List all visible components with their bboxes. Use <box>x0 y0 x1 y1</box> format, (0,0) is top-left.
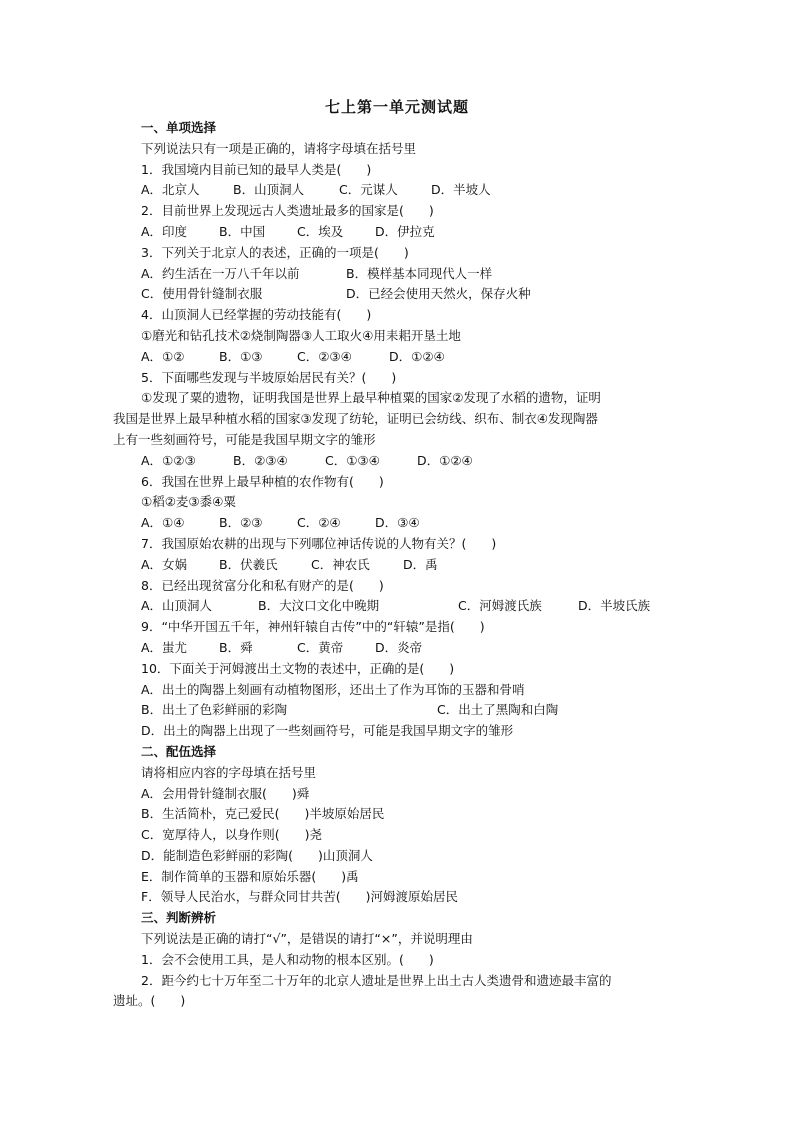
question-8-options <box>113 596 683 617</box>
question-1: 1．我国境内目前已知的最早人类是( ) <box>141 161 372 177</box>
option-b: B．山顶洞人 <box>233 182 305 198</box>
option-b: B．舜 <box>219 639 253 655</box>
question-4: 4．山顶洞人已经掌握的劳动技能有( ) <box>141 307 372 323</box>
option-a: A．①② <box>141 348 185 364</box>
question-7-options <box>113 555 683 576</box>
section-intro: 下列说法是正确的请打“√”，是错误的请打“×”，并说明理由 <box>141 931 473 947</box>
option-c: C．②③④ <box>297 348 352 364</box>
matching-row: A．会用骨针缝制衣服( )舜 <box>141 785 310 801</box>
question-9-options <box>113 638 683 659</box>
option-a: A．蚩尤 <box>141 639 188 655</box>
question-5-text-2: 我国是世界上最早种植水稻的国家③发现了纺轮，证明已会纺线、织布、制衣④发现陶器 <box>113 411 598 427</box>
option-c: C．使用骨针缝制衣服 <box>141 286 263 302</box>
question-3: 3．下列关于北京人的表述，正确的一项是( ) <box>141 244 409 260</box>
question-5: 5．下面哪些发现与半坡原始居民有关？( ) <box>141 369 397 385</box>
option-a: A．①④ <box>141 515 185 531</box>
option-b: B．①③ <box>219 348 263 364</box>
question-2-options <box>113 222 683 243</box>
question-8: 8．已经出现贫富分化和私有财产的是( ) <box>141 577 384 593</box>
option-b: B．伏羲氏 <box>219 556 278 572</box>
question-5-text-3: 上有一些刻画符号，可能是我国早期文字的雏形 <box>113 431 376 447</box>
question-5-text-1: ①发现了粟的遗物，证明我国是世界上最早种植粟的国家②发现了水稻的遗物，证明 <box>141 390 601 406</box>
option-c: C．②④ <box>297 515 341 531</box>
question-10-options-row <box>113 700 683 721</box>
matching-row: C．宽厚待人，以身作则( )尧 <box>141 827 322 843</box>
option-b: B．中国 <box>219 223 266 239</box>
question-6-options <box>113 513 683 534</box>
option-a: A．女娲 <box>141 556 188 572</box>
option-d: D．①②④ <box>389 348 445 364</box>
option-c: C．河姆渡氏族 <box>458 598 542 614</box>
option-d: D．①②④ <box>417 452 473 468</box>
option-d: D．半坡氏族 <box>578 598 651 614</box>
option-b: B．模样基本同现代人一样 <box>346 265 493 281</box>
question-5-options <box>113 451 683 472</box>
judgement-question-2: 2．距今约七十万年至二十万年的北京人遗址是世界上出土古人类遗骨和遗迹最丰富的 <box>141 972 612 988</box>
question-4-items: ①磨光和钻孔技术②烧制陶器③人工取火④用耒耜开垦土地 <box>141 327 461 343</box>
option-d: D．伊拉克 <box>375 223 435 239</box>
question-2: 2．目前世界上发现远古人类遗址最多的国家是( ) <box>141 203 434 219</box>
matching-row: D．能制造色彩鲜丽的彩陶( )山顶洞人 <box>141 847 373 863</box>
judgement-question-1: 1．会不会使用工具，是人和动物的根本区别。( ) <box>141 951 434 967</box>
matching-row: F．领导人民治水，与群众同甘共苦( )河姆渡原始居民 <box>141 889 458 905</box>
section-heading-matching: 二、配伍选择 <box>141 743 217 759</box>
option-c: C．元谋人 <box>339 182 398 198</box>
option-a: A．约生活在一万八千年以前 <box>141 265 300 281</box>
option-a: A．印度 <box>141 223 188 239</box>
question-4-options <box>113 347 683 368</box>
question-6: 6．我国在世界上最早种植的农作物有( ) <box>141 473 384 489</box>
exam-body <box>113 118 683 1012</box>
option-b: B．②③④ <box>233 452 288 468</box>
question-6-items: ①稻②麦③黍④粟 <box>141 494 236 510</box>
option-c: C．埃及 <box>297 223 344 239</box>
question-7: 7．我国原始农耕的出现与下列哪位神话传说的人物有关？( ) <box>141 535 497 551</box>
section-intro: 下列说法只有一项是正确的，请将字母填在括号里 <box>141 140 417 156</box>
matching-row: B．生活简朴，克己爱民( )半坡原始居民 <box>141 806 385 822</box>
section-heading-true-false: 三、判断辨析 <box>141 910 217 926</box>
option-b: B．②③ <box>219 515 263 531</box>
option-d: D．半坡人 <box>431 182 491 198</box>
question-3-options-row1 <box>113 264 683 285</box>
option-b: B．大汶口文化中晚期 <box>258 598 380 614</box>
option-a: A．出土的陶器上刻画有动植物图形，还出土了作为耳饰的玉器和骨哨 <box>141 681 525 697</box>
option-d: D．炎帝 <box>375 639 423 655</box>
question-9: 9．“中华开国五千年，神州轩辕自古传”中的“轩辕”是指( ) <box>141 619 485 635</box>
section-heading-single-choice: 一、单项选择 <box>141 120 217 135</box>
question-3-options-row2 <box>113 284 683 305</box>
question-1-options <box>113 180 683 201</box>
section-intro: 请将相应内容的字母填在括号里 <box>141 764 317 780</box>
option-d: D．已经会使用天然火，保存火种 <box>346 286 531 302</box>
option-a: A．北京人 <box>141 182 200 198</box>
option-a: A．山顶洞人 <box>141 598 213 614</box>
option-c: C．神农氏 <box>311 556 370 572</box>
option-b: B．出土了色彩鲜丽的彩陶 <box>141 702 288 718</box>
option-c: C．出土了黑陶和白陶 <box>437 702 559 718</box>
option-c: C．①③④ <box>325 452 380 468</box>
matching-row: E．制作简单的玉器和原始乐器( )禹 <box>141 868 359 884</box>
option-d: D．③④ <box>375 515 420 531</box>
option-d: D．禹 <box>403 556 438 572</box>
option-d: D．出土的陶器上出现了一些刻画符号，可能是我国早期文字的雏形 <box>141 723 514 739</box>
question-10: 10．下面关于河姆渡出土文物的表述中，正确的是( ) <box>141 660 455 676</box>
judgement-question-2-cont: 遗址。( ) <box>113 993 186 1009</box>
page-title: 七上第一单元测试题 <box>324 98 469 116</box>
option-a: A．①②③ <box>141 452 196 468</box>
option-c: C．黄帝 <box>297 639 344 655</box>
